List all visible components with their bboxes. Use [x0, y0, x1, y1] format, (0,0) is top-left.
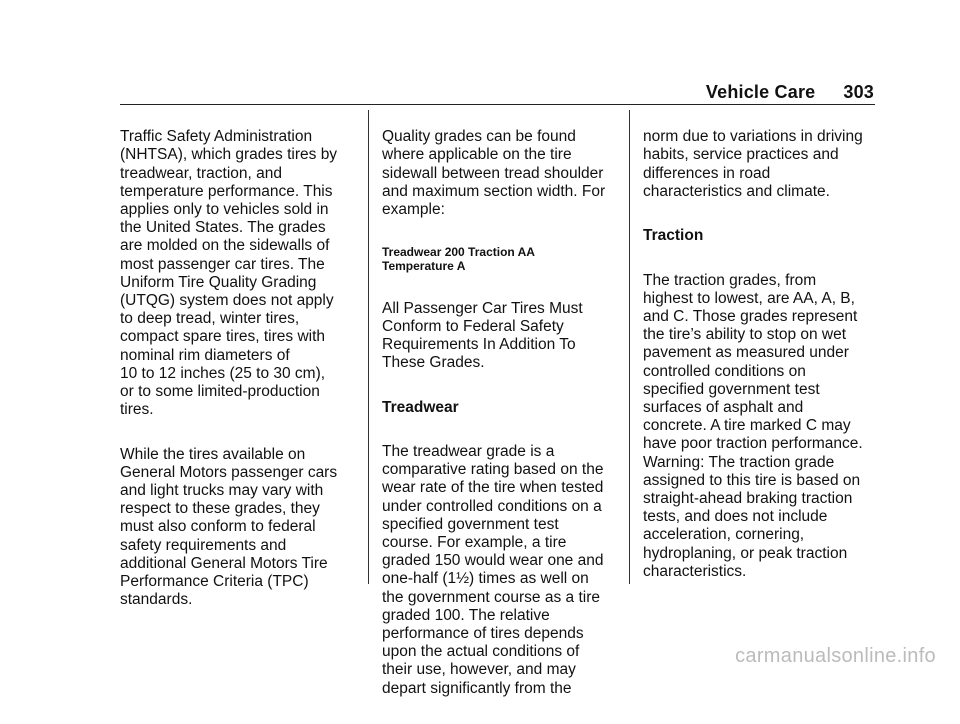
paragraph: Traffic Safety Administration (NHTSA), which grades tires by treadwear, traction, and temperature performance. This applies only to vehicles sold in the United States. The grades are molded on the sidewalls of most passenger car tires. The Uniform Tire Quality Grading (UTQG) system does not apply to deep tread, winter tires, compact spare tires, tires with nominal rim diameters of 10 to 12 inches (25 to 30 cm), or to some limited-production tires.: [120, 128, 338, 419]
column-3: [643, 110, 883, 607]
paragraph: The treadwear grade is a comparative rating based on the wear rate of the tire when tested under controlled conditions on a specified government test course. For example, a tire graded 150 would wear one and one-half (1½) times as well on the government course as a tire graded 100. The relative performance of tires depends upon the actual conditions of their use, however, and may depart significantly from the: [382, 443, 604, 697]
paragraph: The traction grades, from highest to lowest, are AA, A, B, and C. Those grades represent the tire’s ability to stop on wet pavement as measured under controlled conditions on specified government test surfaces of asphalt and concrete. A tire marked C may have poor traction performance. Warning: The traction grade assigned to this tire is based on straight-ahead braking traction tests, and does not include acceleration, cornering, hydroplaning, or peak traction characteristics.: [643, 271, 863, 580]
header-rule: [120, 104, 875, 105]
section-heading-treadwear: Treadwear: [382, 398, 459, 416]
paragraph: While the tires available on General Motors passenger cars and light trucks may vary with respect to these grades, they must also conform to federal safety requirements and additional General Motors Tire Performance Criteria (TPC) standards.: [120, 445, 338, 609]
paragraph: Quality grades can be found where applicable on the tire sidewall between tread shoulder and maximum section width. For example:: [382, 128, 606, 219]
column-1: [120, 110, 360, 636]
paragraph: norm due to variations in driving habits, service practices and differences in road characteristics and climate.: [643, 128, 863, 200]
grade-example: Treadwear 200 Traction AA Temperature A: [382, 245, 535, 274]
page-header: [706, 82, 874, 103]
page-number: 303: [843, 82, 874, 102]
section-title: Vehicle Care: [705, 82, 816, 102]
column-divider: [368, 110, 369, 584]
section-heading-traction: Traction: [643, 227, 704, 245]
paragraph: All Passenger Car Tires Must Conform to Federal Safety Requirements In Addition To These Grades.: [382, 299, 583, 372]
watermark: carmanualsonline.info: [735, 645, 936, 667]
column-2: [382, 110, 622, 724]
column-divider: [629, 110, 630, 584]
